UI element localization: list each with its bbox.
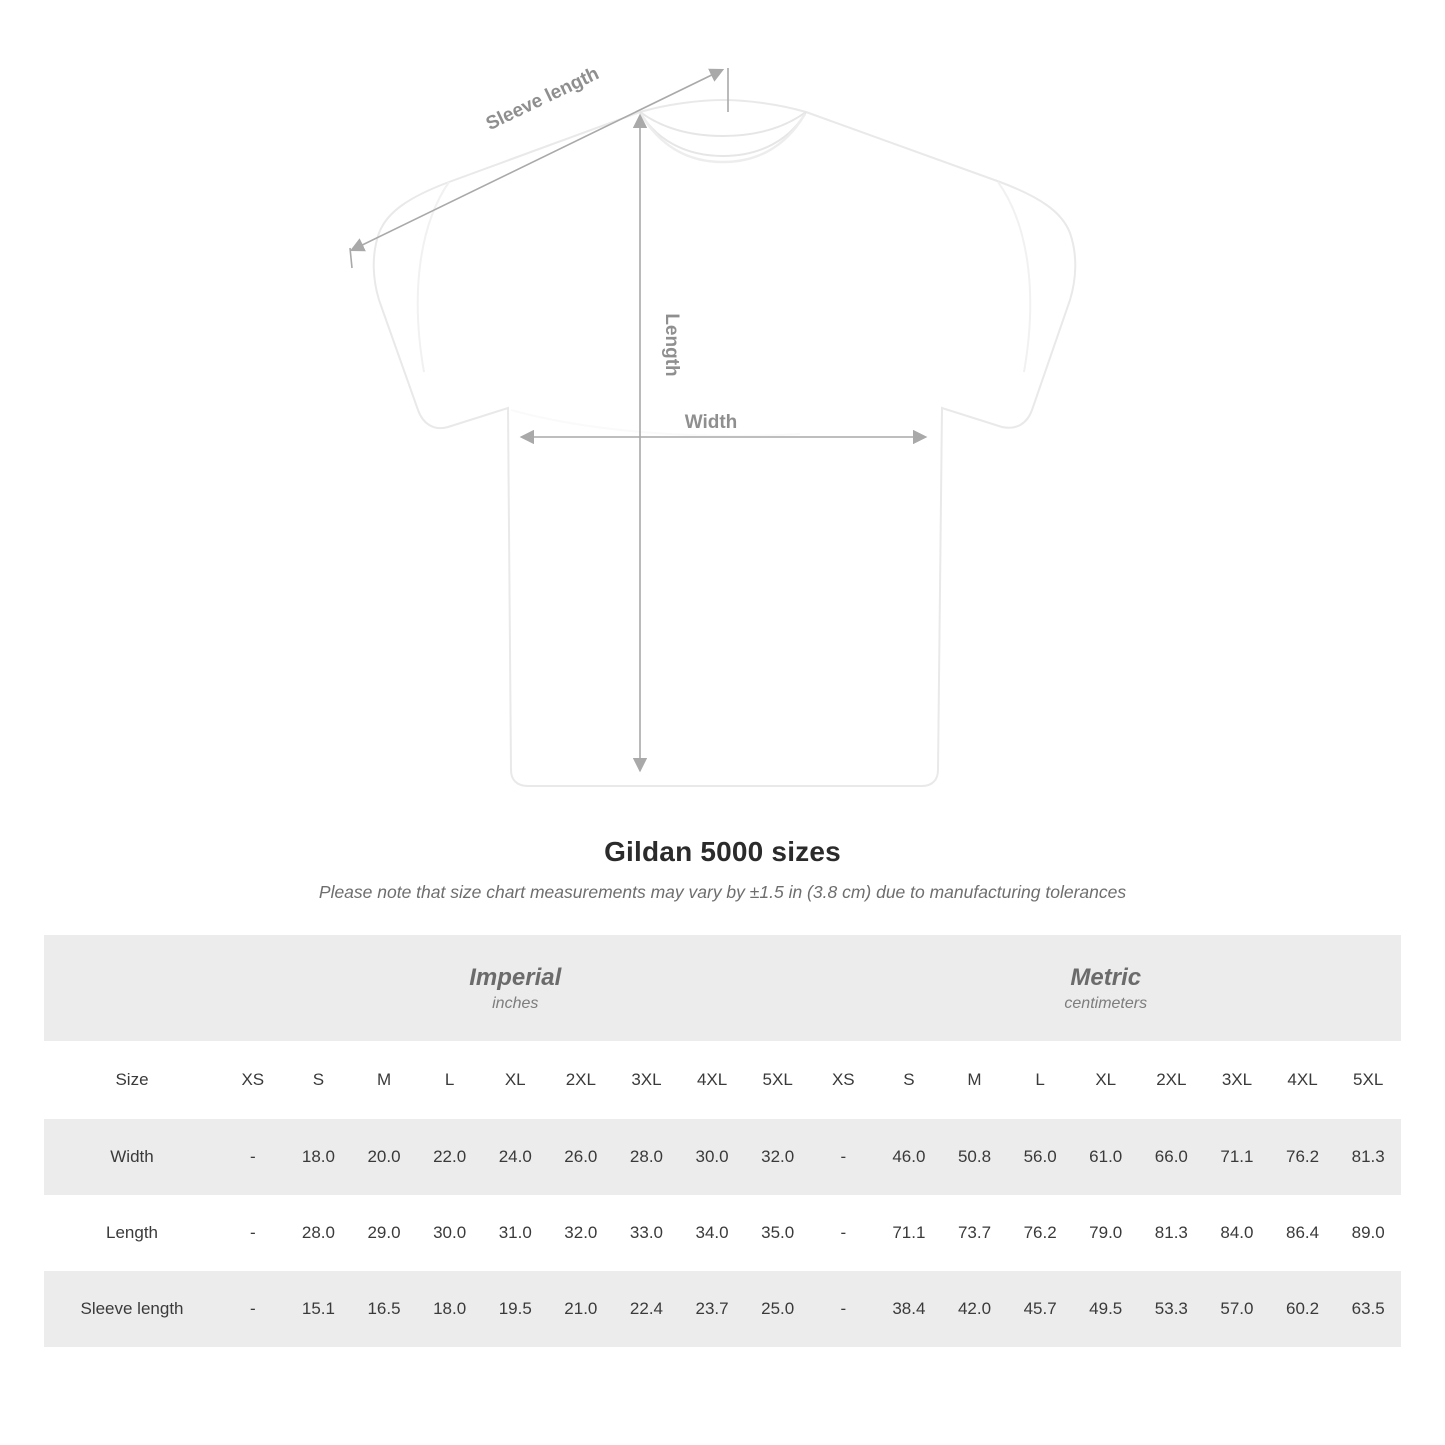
cell-length-imperial-xs: -: [220, 1195, 286, 1271]
cell-sleeve-imperial-xs: -: [220, 1271, 286, 1347]
col-header-metric-2xl: 2XL: [1139, 1041, 1205, 1119]
cell-sleeve-imperial-4xl: 23.7: [679, 1271, 745, 1347]
length-label: Length: [661, 313, 682, 377]
tolerance-note: Please note that size chart measurements may vary by ±1.5 in (3.8 cm) due to manufacturing tolerances: [318, 882, 1127, 902]
cell-sleeve-imperial-xl: 19.5: [482, 1271, 548, 1347]
cell-width-metric-m: 50.8: [942, 1119, 1008, 1195]
cell-width-imperial-3xl: 28.0: [614, 1119, 680, 1195]
cell-length-metric-l: 76.2: [1007, 1195, 1073, 1271]
cell-length-metric-m: 73.7: [942, 1195, 1008, 1271]
col-header-metric-s: S: [876, 1041, 942, 1119]
cell-sleeve-imperial-s: 15.1: [286, 1271, 352, 1347]
col-header-metric-xs: XS: [810, 1041, 876, 1119]
size-header-cell: Size: [44, 1041, 220, 1119]
cell-width-imperial-m: 20.0: [351, 1119, 417, 1195]
unit-header-spacer: [44, 935, 220, 1041]
size-table-wrapper: [44, 935, 1401, 1347]
cell-width-metric-xl: 61.0: [1073, 1119, 1139, 1195]
cell-length-metric-3xl: 84.0: [1204, 1195, 1270, 1271]
cell-sleeve-metric-l: 45.7: [1007, 1271, 1073, 1347]
row-label-width: Width: [44, 1119, 220, 1195]
cell-width-imperial-xs: -: [220, 1119, 286, 1195]
cell-sleeve-metric-3xl: 57.0: [1204, 1271, 1270, 1347]
col-header-metric-m: M: [942, 1041, 1008, 1119]
col-header-imperial-4xl: 4XL: [679, 1041, 745, 1119]
cell-length-imperial-4xl: 34.0: [679, 1195, 745, 1271]
row-label-length: Length: [44, 1195, 220, 1271]
cell-length-imperial-3xl: 33.0: [614, 1195, 680, 1271]
col-header-imperial-2xl: 2XL: [548, 1041, 614, 1119]
cell-width-imperial-s: 18.0: [286, 1119, 352, 1195]
col-header-imperial-s: S: [286, 1041, 352, 1119]
col-header-imperial-xl: XL: [482, 1041, 548, 1119]
cell-sleeve-metric-xs: -: [810, 1271, 876, 1347]
table-row: [44, 1119, 1401, 1195]
tshirt-shape: [374, 100, 1076, 786]
cell-sleeve-metric-xl: 49.5: [1073, 1271, 1139, 1347]
cell-length-metric-s: 71.1: [876, 1195, 942, 1271]
cell-sleeve-metric-4xl: 60.2: [1270, 1271, 1336, 1347]
cell-sleeve-metric-5xl: 63.5: [1335, 1271, 1401, 1347]
cell-width-metric-s: 46.0: [876, 1119, 942, 1195]
unit-group-metric: [810, 935, 1401, 1041]
cell-sleeve-imperial-l: 18.0: [417, 1271, 483, 1347]
cell-width-metric-l: 56.0: [1007, 1119, 1073, 1195]
unit-group-metric-name: Metric: [1070, 964, 1142, 991]
page-title: Gildan 5000 sizes: [604, 836, 841, 867]
cell-length-metric-xs: -: [810, 1195, 876, 1271]
cell-width-imperial-xl: 24.0: [482, 1119, 548, 1195]
cell-length-imperial-2xl: 32.0: [548, 1195, 614, 1271]
unit-group-imperial: [220, 935, 810, 1041]
column-header-row: [44, 1041, 1401, 1119]
cell-sleeve-metric-m: 42.0: [942, 1271, 1008, 1347]
cell-length-imperial-l: 30.0: [417, 1195, 483, 1271]
cell-width-imperial-4xl: 30.0: [679, 1119, 745, 1195]
cell-width-imperial-2xl: 26.0: [548, 1119, 614, 1195]
cell-sleeve-metric-2xl: 53.3: [1139, 1271, 1205, 1347]
cell-sleeve-imperial-m: 16.5: [351, 1271, 417, 1347]
unit-group-imperial-sub: inches: [492, 995, 539, 1012]
cell-width-metric-4xl: 76.2: [1270, 1119, 1336, 1195]
cell-length-imperial-5xl: 35.0: [745, 1195, 811, 1271]
col-header-imperial-5xl: 5XL: [745, 1041, 811, 1119]
col-header-metric-xl: XL: [1073, 1041, 1139, 1119]
size-table: [44, 935, 1401, 1347]
sleeve-length-label: Sleeve length: [482, 63, 603, 135]
cell-sleeve-imperial-5xl: 25.0: [745, 1271, 811, 1347]
col-header-metric-l: L: [1007, 1041, 1073, 1119]
cell-length-imperial-m: 29.0: [351, 1195, 417, 1271]
cell-width-metric-5xl: 81.3: [1335, 1119, 1401, 1195]
unit-header-row: [44, 935, 1401, 1041]
cell-length-imperial-xl: 31.0: [482, 1195, 548, 1271]
chart-title-block: [0, 836, 1445, 903]
col-header-metric-5xl: 5XL: [1335, 1041, 1401, 1119]
width-label: Width: [684, 412, 738, 433]
unit-group-imperial-name: Imperial: [469, 964, 562, 991]
col-header-imperial-xs: XS: [220, 1041, 286, 1119]
cell-width-imperial-l: 22.0: [417, 1119, 483, 1195]
cell-sleeve-metric-s: 38.4: [876, 1271, 942, 1347]
unit-group-metric-sub: centimeters: [1064, 995, 1148, 1012]
cell-length-metric-2xl: 81.3: [1139, 1195, 1205, 1271]
col-header-metric-4xl: 4XL: [1270, 1041, 1336, 1119]
cell-width-imperial-5xl: 32.0: [745, 1119, 811, 1195]
cell-width-metric-3xl: 71.1: [1204, 1119, 1270, 1195]
cell-length-metric-5xl: 89.0: [1335, 1195, 1401, 1271]
cell-sleeve-imperial-2xl: 21.0: [548, 1271, 614, 1347]
col-header-imperial-3xl: 3XL: [614, 1041, 680, 1119]
col-header-metric-3xl: 3XL: [1204, 1041, 1270, 1119]
cell-width-metric-2xl: 66.0: [1139, 1119, 1205, 1195]
table-row: [44, 1195, 1401, 1271]
row-label-sleeve-length: Sleeve length: [44, 1271, 220, 1347]
cell-length-metric-4xl: 86.4: [1270, 1195, 1336, 1271]
cell-width-metric-xs: -: [810, 1119, 876, 1195]
cell-length-metric-xl: 79.0: [1073, 1195, 1139, 1271]
col-header-imperial-l: L: [417, 1041, 483, 1119]
cell-sleeve-imperial-3xl: 22.4: [614, 1271, 680, 1347]
col-header-imperial-m: M: [351, 1041, 417, 1119]
cell-length-imperial-s: 28.0: [286, 1195, 352, 1271]
table-row: [44, 1271, 1401, 1347]
